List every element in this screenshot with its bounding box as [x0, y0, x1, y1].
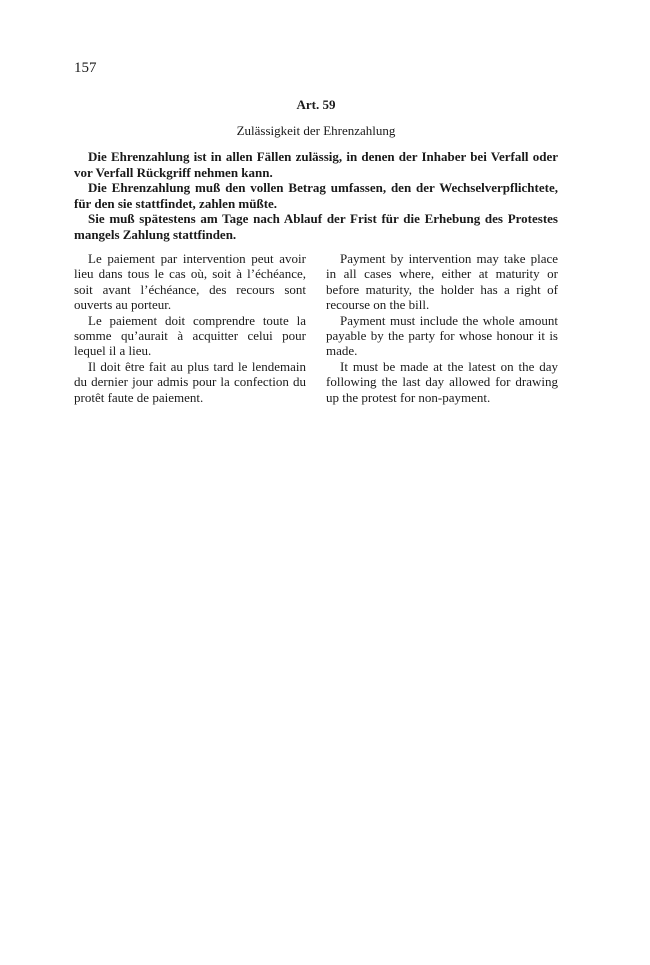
french-column: [74, 251, 306, 405]
german-text-block: [74, 149, 558, 242]
english-paragraph: Payment must include the whole amount payable by the party for whose honour it is made.: [326, 312, 558, 359]
french-paragraph: Il doit être fait au plus tard le lendemain du dernier jour admis pour la confection du protêt faute de paiement.: [74, 358, 306, 405]
french-paragraph: Le paiement par intervention peut avoir lieu dans tous le cas où, soit à l’échéance, soit avant l’échéance, des recours sont ouverts au porteur.: [74, 251, 306, 313]
article-title: Art. 59: [296, 97, 336, 112]
page-number: 157: [74, 60, 97, 76]
german-paragraph: Die Ehrenzahlung ist in allen Fällen zulässig, in denen der Inhaber bei Verfall oder vor Verfall Rückgriff nehmen kann.: [74, 149, 558, 180]
english-column: [326, 251, 558, 405]
german-paragraph: Die Ehrenzahlung muß den vollen Betrag umfassen, den der Wechselverpflichtete, für den sie stattfindet, zahlen müßte.: [74, 180, 558, 211]
german-paragraph: Sie muß spätestens am Tage nach Ablauf der Frist für die Erhebung des Protestes mangels Zahlung stattfinden.: [74, 211, 558, 242]
english-paragraph: It must be made at the latest on the day following the last day allowed for drawing up the protest for non-payment.: [326, 358, 558, 405]
article-subtitle: Zulässigkeit der Ehrenzahlung: [236, 123, 396, 138]
english-paragraph: Payment by intervention may take place in all cases where, either at maturity or before maturity, the holder has a right of recourse on the bill.: [326, 251, 558, 313]
french-paragraph: Le paiement doit comprendre toute la somme qu’aurait à acquitter celui pour lequel il a lieu.: [74, 312, 306, 359]
